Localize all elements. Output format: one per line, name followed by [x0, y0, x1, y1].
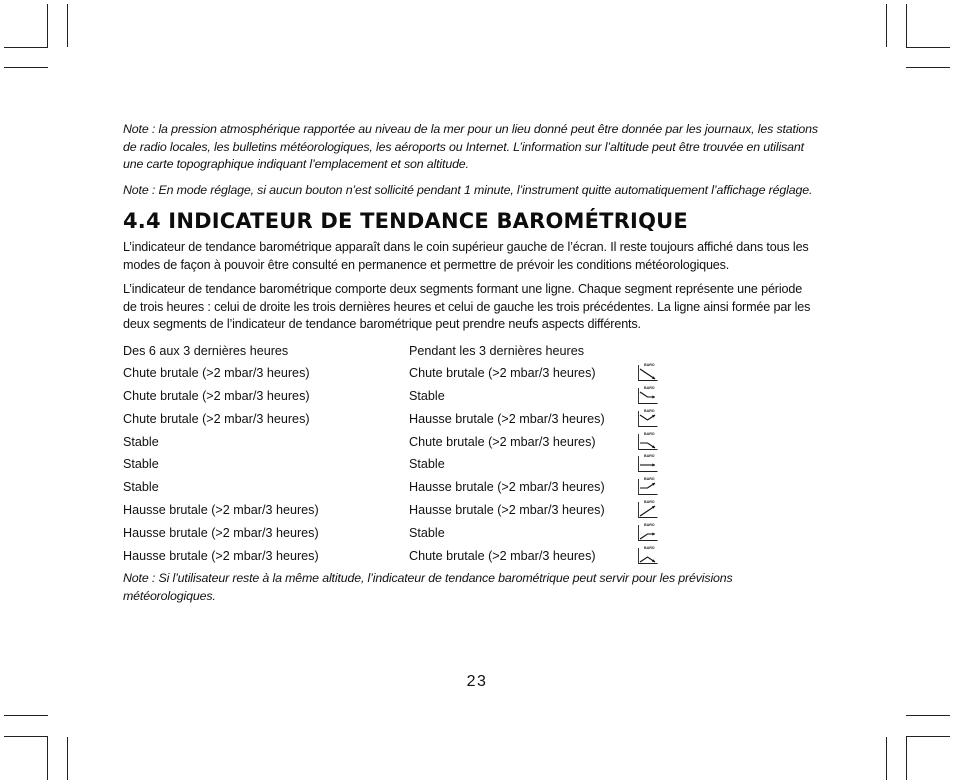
cell-last-trend: Hausse brutale (>2 mbar/3 heures) — [409, 480, 605, 495]
trend-table — [123, 343, 819, 571]
baro-trend-fall-fall-icon — [637, 362, 659, 382]
baro-label: BARO — [644, 545, 655, 550]
header-previous-period: Des 6 aux 3 dernières heures — [123, 343, 289, 358]
paragraph-segments: L’indicateur de tendance barométrique comporte deux segments formant une ligne. Chaque segment représente une période de trois heures : celui de droite les trois dernières heures et celui de gauche les trois précédentes. La ligne ainsi formée par les deux segments de l’indicateur de tendance barométrique peut prendre neufs aspects différents. — [123, 282, 811, 331]
note-setting-mode: Note : En mode réglage, si aucun bouton n’est sollicité pendant 1 minute, l’instrument quitte automatiquement l’affichage réglage. — [123, 182, 813, 197]
baro-trend-rise-stable-icon — [637, 522, 659, 542]
table-row — [123, 522, 819, 548]
table-row — [123, 363, 819, 391]
baro-trend-stable-stable-icon — [637, 453, 659, 473]
cell-previous-trend: Stable — [123, 457, 159, 472]
table-row — [123, 454, 819, 482]
cell-last-trend: Chute brutale (>2 mbar/3 heures) — [409, 366, 596, 381]
baro-label: BARO — [644, 454, 655, 459]
baro-label: BARO — [644, 408, 655, 413]
cell-last-trend: Stable — [409, 525, 445, 540]
baro-trend-fall-rise-icon — [637, 408, 659, 428]
note-sea-level-pressure: Note : la pression atmosphérique rapportée au niveau de la mer pour un lieu donné peut être donnée par les journaux, les stations de radio locales, les bulletins météorologiques, les aéroports ou Internet. L’information sur l’altitude peut être trouvée en utilisant une carte topographique indiquant l’emplacement et son altitude. — [123, 122, 818, 171]
table-row — [123, 408, 819, 434]
cell-previous-trend: Hausse brutale (>2 mbar/3 heures) — [123, 525, 319, 540]
cell-previous-trend: Stable — [123, 434, 159, 449]
baro-label: BARO — [644, 386, 655, 391]
baro-trend-rise-fall-icon — [637, 545, 659, 565]
baro-trend-stable-rise-icon — [637, 476, 659, 496]
baro-label: BARO — [644, 522, 655, 527]
cell-last-trend: Stable — [409, 457, 445, 472]
baro-label: BARO — [644, 431, 655, 436]
baro-trend-stable-fall-icon — [637, 431, 659, 451]
page-number: 23 — [466, 673, 488, 690]
cell-last-trend: Hausse brutale (>2 mbar/3 heures) — [409, 503, 605, 518]
section-heading: 4.4 INDICATEUR DE TENDANCE BAROMÉTRIQUE — [123, 209, 688, 233]
table-row — [123, 477, 819, 505]
table-row — [123, 431, 819, 457]
cell-previous-trend: Chute brutale (>2 mbar/3 heures) — [123, 366, 310, 381]
table-row — [123, 502, 819, 525]
table-row — [123, 388, 819, 411]
header-last-period: Pendant les 3 dernières heures — [409, 343, 585, 358]
cell-last-trend: Chute brutale (>2 mbar/3 heures) — [409, 548, 596, 563]
table-header-row — [123, 343, 819, 366]
cell-previous-trend: Chute brutale (>2 mbar/3 heures) — [123, 411, 310, 426]
baro-label: BARO — [644, 363, 655, 368]
cell-previous-trend: Stable — [123, 480, 159, 495]
baro-trend-fall-stable-icon — [637, 385, 659, 405]
baro-trend-rise-rise-icon — [637, 499, 659, 519]
cell-last-trend: Chute brutale (>2 mbar/3 heures) — [409, 434, 596, 449]
cell-previous-trend: Hausse brutale (>2 mbar/3 heures) — [123, 503, 319, 518]
paragraph-location: L’indicateur de tendance barométrique apparaît dans le coin supérieur gauche de l’écran. Il reste toujours affiché dans tous les modes de façon à pouvoir être consulté en permanence et permettre de prévoir les conditions météorologiques. — [123, 240, 809, 272]
page-content — [123, 121, 819, 605]
cell-previous-trend: Chute brutale (>2 mbar/3 heures) — [123, 389, 310, 404]
table-row — [123, 545, 819, 571]
cell-previous-trend: Hausse brutale (>2 mbar/3 heures) — [123, 548, 319, 563]
baro-label: BARO — [644, 500, 655, 505]
cell-last-trend: Hausse brutale (>2 mbar/3 heures) — [409, 411, 605, 426]
baro-label: BARO — [644, 477, 655, 482]
cell-last-trend: Stable — [409, 389, 445, 404]
note-forecast: Note : Si l’utilisateur reste à la même altitude, l’indicateur de tendance barométrique peut servir pour les prévisions météorologiques. — [123, 571, 733, 603]
